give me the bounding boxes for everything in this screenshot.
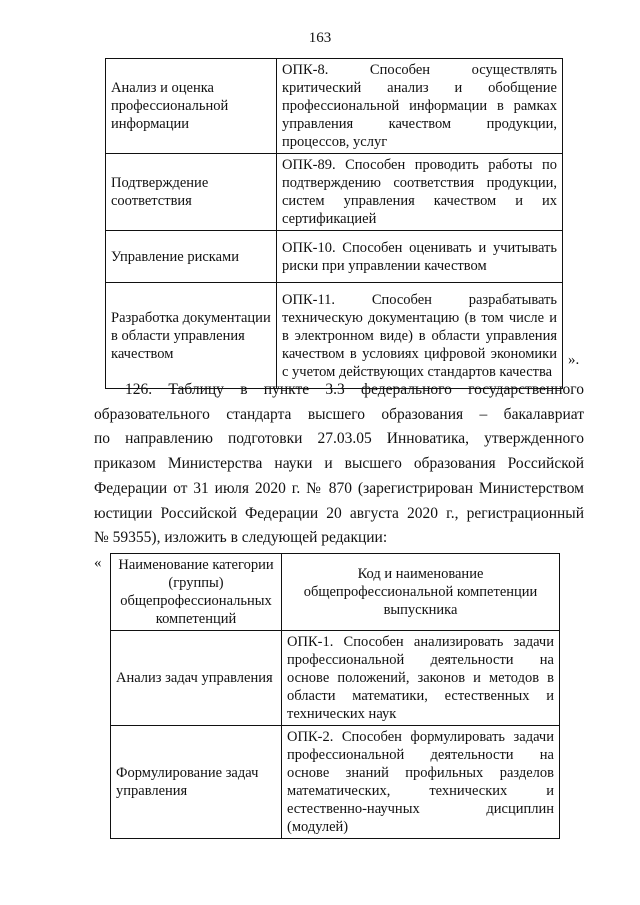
category-cell: Подтверждение соответствия bbox=[106, 154, 277, 231]
header-category: Наименование категории (группы) общепрофессиональных компетенций bbox=[111, 554, 282, 631]
table-row bbox=[106, 231, 563, 283]
amendment-paragraph bbox=[94, 378, 584, 551]
category-cell: Разработка документации в области управления качеством bbox=[106, 283, 277, 389]
header-competence: Код и наименование общепрофессиональной компетенции выпускника bbox=[282, 554, 560, 631]
paragraph-line: по направлению подготовки 27.03.05 Инноватика, утвержденного bbox=[94, 430, 584, 448]
paragraph-line: № 59355), изложить в следующей редакции: bbox=[94, 529, 388, 547]
table-header-row bbox=[111, 554, 560, 631]
competence-cell: ОПК-89. Способен проводить работы по подтверждению соответствия продукции, систем управления качеством и их сертификацией bbox=[277, 154, 563, 231]
competence-table-top bbox=[105, 58, 563, 389]
table-row bbox=[106, 283, 563, 389]
table-row bbox=[111, 726, 560, 839]
competence-cell: ОПК-11. Способен разрабатывать техническую документацию (в том числе и в электронном виде) в области управления качеством в условиях цифровой экономики с учетом действующих стандартов качества bbox=[277, 283, 563, 389]
competence-cell: ОПК-10. Способен оценивать и учитывать риски при управлении качеством bbox=[277, 231, 563, 283]
paragraph-line: юстиции Российской Федерации 20 августа 2020 г., регистрационный bbox=[94, 504, 584, 522]
paragraph-line: образовательного стандарта высшего образования – бакалавриат bbox=[94, 405, 584, 423]
table-row bbox=[111, 631, 560, 726]
competence-cell: ОПК-8. Способен осуществлять критический анализ и обобщение профессиональной информации в рамках управления качеством продукции, процессов, услуг bbox=[277, 59, 563, 154]
paragraph-line: приказом Министерства науки и высшего образования Российской bbox=[94, 455, 584, 473]
category-cell: Анализ задач управления bbox=[111, 631, 282, 726]
opening-quote: « bbox=[94, 555, 102, 571]
table-row bbox=[106, 154, 563, 231]
competence-cell: ОПК-1. Способен анализировать задачи профессиональной деятельности на основе положений, законов и методов в области математики, естественных и технических наук bbox=[282, 631, 560, 726]
category-cell: Анализ и оценка профессиональной информации bbox=[106, 59, 277, 154]
competence-cell: ОПК-2. Способен формулировать задачи профессиональной деятельности на основе знаний профильных разделов математических, технических и естественно-научных дисциплин (модулей) bbox=[282, 726, 560, 839]
page-number: 163 bbox=[308, 30, 332, 46]
table-row bbox=[106, 59, 563, 154]
competence-table-bottom bbox=[110, 553, 560, 839]
paragraph-line: Федерации от 31 июля 2020 г. № 870 (зарегистрирован Министерством bbox=[94, 479, 584, 497]
paragraph-line: 126. Таблицу в пункте 3.3 федерального государственного bbox=[125, 381, 584, 398]
category-cell: Управление рисками bbox=[106, 231, 277, 283]
closing-quote: ». bbox=[568, 352, 580, 368]
category-cell: Формулирование задач управления bbox=[111, 726, 282, 839]
